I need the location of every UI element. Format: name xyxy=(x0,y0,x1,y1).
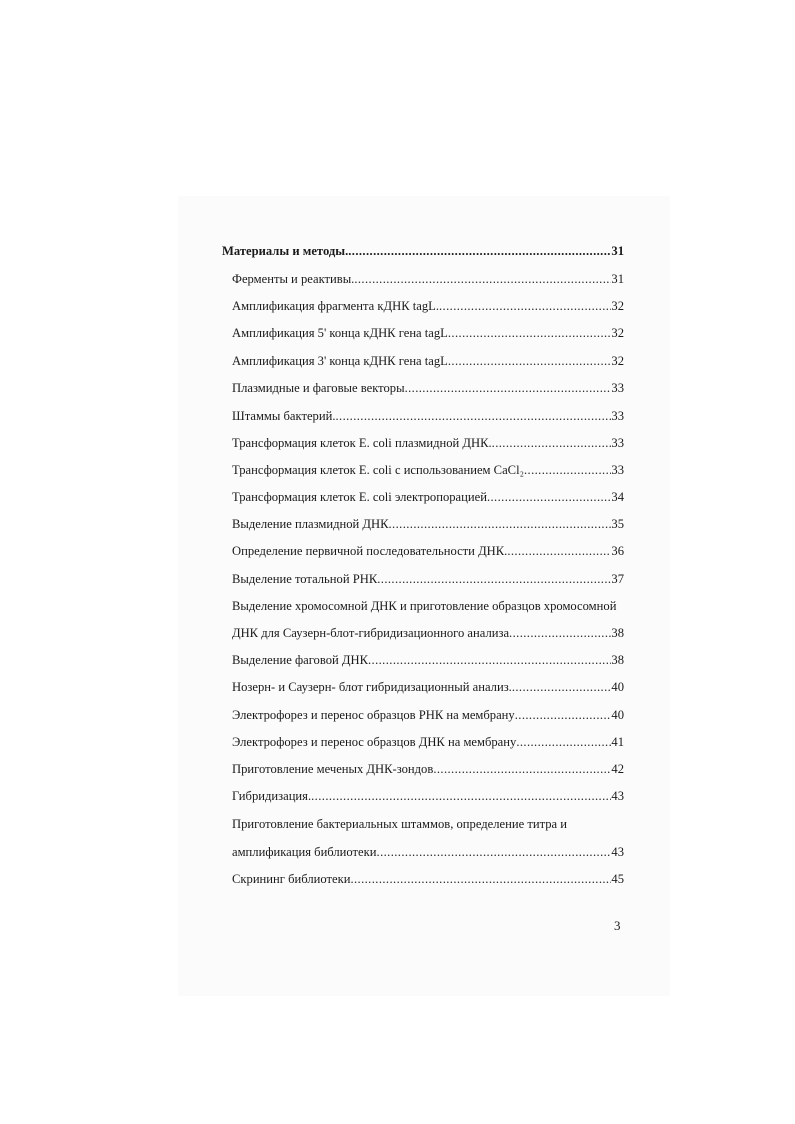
toc-leader xyxy=(448,352,612,370)
toc-entry xyxy=(232,461,624,479)
toc-entry-title: ДНК для Саузерн-блот-гибридизационного анализа xyxy=(232,626,510,640)
page-number: 3 xyxy=(614,918,621,933)
toc-leader xyxy=(512,678,612,696)
toc-entry-page: 43 xyxy=(611,845,624,859)
toc-entry-page: 34 xyxy=(611,490,624,504)
toc-entry-title: Электрофорез и перенос образцов РНК на мембрану xyxy=(232,708,515,722)
toc-entry xyxy=(232,542,624,560)
toc-entry-page: 40 xyxy=(611,680,624,694)
toc-leader xyxy=(439,297,611,315)
toc-entry-page: 33 xyxy=(611,463,624,477)
toc-entry-title: Выделение плазмидной ДНК xyxy=(232,517,389,531)
toc-entry-title: Выделение тотальной РНК xyxy=(232,572,378,586)
toc-entry xyxy=(232,733,624,751)
toc-entry-page: 38 xyxy=(611,653,624,667)
toc-entry xyxy=(232,760,624,778)
toc-leader xyxy=(492,434,612,452)
toc-entry-title: Материалы и методы. xyxy=(222,244,349,258)
toc-entry xyxy=(232,624,624,642)
toc-entry xyxy=(232,515,624,533)
toc-leader xyxy=(348,242,611,260)
toc-entry-page: 45 xyxy=(611,872,624,886)
toc-leader xyxy=(368,651,611,669)
toc-entry-title: Определение первичной последовательности ДНК. xyxy=(232,544,508,558)
toc-entry-page: 31 xyxy=(611,244,624,258)
toc-leader xyxy=(354,270,611,288)
toc-entry xyxy=(232,488,624,506)
toc-entry-title: Плазмидные и фаговые векторы xyxy=(232,381,405,395)
toc-entry-title: Приготовление меченых ДНК-зондов xyxy=(232,762,434,776)
toc-entry-title: Амплификация 3' конца кДНК гена tagL xyxy=(232,354,448,368)
toc-entry-title: Ферменты и реактивы. xyxy=(232,272,355,286)
toc-entry xyxy=(232,651,624,669)
toc-entry-page: 35 xyxy=(611,517,624,531)
toc-entry-page: 40 xyxy=(611,708,624,722)
toc-leader xyxy=(335,407,611,425)
toc-entry xyxy=(232,597,624,615)
toc-entry xyxy=(232,379,624,397)
toc-leader xyxy=(389,515,612,533)
toc-leader xyxy=(507,542,611,560)
toc-entry-title: Приготовление бактериальных штаммов, определение титра и xyxy=(232,817,568,831)
toc-entry-title: Выделение хромосомной ДНК и приготовление образцов хромосомной xyxy=(232,599,617,613)
toc-entry xyxy=(232,706,624,724)
toc-entry-page: 32 xyxy=(611,326,624,340)
toc-entry-title: Амплификация фрагмента кДНК tagL. xyxy=(232,299,439,313)
toc-leader xyxy=(350,870,611,888)
toc-entry xyxy=(232,787,624,805)
toc-entry-title: Трансформация клеток E. coli с использованием CaCl₂ xyxy=(232,463,524,477)
toc-entry-page: 31 xyxy=(611,272,624,286)
toc-leader xyxy=(377,843,612,861)
toc-entry-page: 32 xyxy=(611,354,624,368)
toc-entry-page: 41 xyxy=(611,735,624,749)
toc-entry-page: 32 xyxy=(611,299,624,313)
toc-entry xyxy=(232,678,624,696)
toc-entry-title: Трансформация клеток E. coli электропорацией xyxy=(232,490,487,504)
toc-entry-page: 37 xyxy=(611,572,624,586)
toc-leader xyxy=(448,324,612,342)
toc-entry-title: Трансформация клеток E. coli плазмидной ДНК. xyxy=(232,436,492,450)
toc-entry-title: Штаммы бактерий. xyxy=(232,409,336,423)
toc-entry-title: Нозерн- и Саузерн- блот гибридизационный анализ. xyxy=(232,680,512,694)
toc-leader xyxy=(509,624,611,642)
toc-entry xyxy=(232,843,624,861)
toc-entry xyxy=(232,352,624,370)
toc-entry xyxy=(232,570,624,588)
toc-leader xyxy=(433,760,611,778)
toc-entry-page: 42 xyxy=(611,762,624,776)
toc-entry-page: 36 xyxy=(611,544,624,558)
toc-entry-page: 33 xyxy=(611,436,624,450)
toc-entry-page: 33 xyxy=(611,409,624,423)
toc-entry xyxy=(232,324,624,342)
toc-entry-title: Выделение фаговой ДНК xyxy=(232,653,368,667)
toc-leader xyxy=(311,787,611,805)
toc-entry-title: Амплификация 5' конца кДНК гена tagL xyxy=(232,326,448,340)
toc-entry-page: 38 xyxy=(611,626,624,640)
toc-entry xyxy=(222,242,624,260)
toc-entry xyxy=(232,297,624,315)
toc-entry xyxy=(232,434,624,452)
toc-entry xyxy=(232,407,624,425)
toc-leader xyxy=(524,461,611,479)
toc-entry-title: Гибридизация. xyxy=(232,789,312,803)
toc-entry-page: 33 xyxy=(611,381,624,395)
toc-entry-title: Электрофорез и перенос образцов ДНК на мембрану xyxy=(232,735,517,749)
toc-entry-title: амплификация библиотеки xyxy=(232,845,377,859)
toc-entry xyxy=(232,270,624,288)
toc-entry-page: 43 xyxy=(611,789,624,803)
toc-leader xyxy=(515,706,612,724)
toc-leader xyxy=(516,733,611,751)
toc-leader xyxy=(487,488,611,506)
toc-entry xyxy=(232,815,624,833)
toc-leader xyxy=(405,379,612,397)
toc-entry-title: Скрининг библиотеки xyxy=(232,872,351,886)
toc-entry xyxy=(232,870,624,888)
toc-leader xyxy=(377,570,611,588)
